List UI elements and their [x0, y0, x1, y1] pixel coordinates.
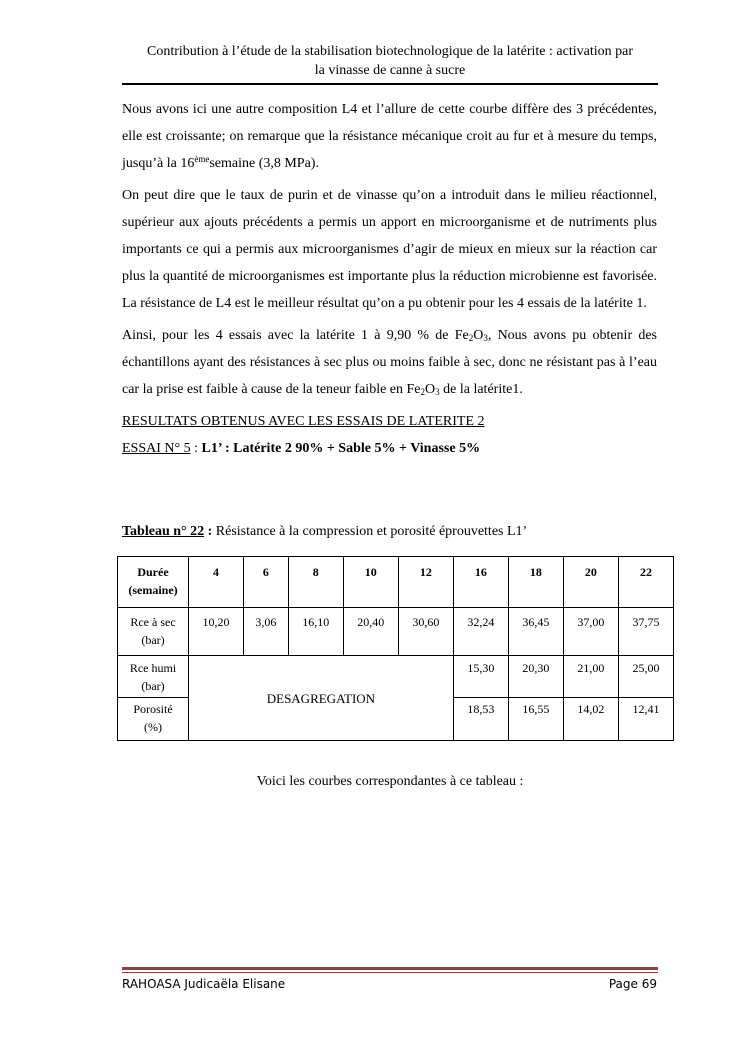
header-line-2: la vinasse de canne à sucre: [314, 63, 466, 78]
paragraph-1: [122, 96, 657, 177]
footer-rule-thin: [122, 972, 658, 973]
footer-author: RAHOASA Judicaëla Elisane: [122, 977, 286, 991]
p3-text-a: Ainsi, pour les 4 essais avec la latérite 1 à 9,90 % de Fe: [122, 328, 469, 343]
table-caption-colon: :: [204, 524, 213, 539]
semaine-label: (semaine): [128, 583, 178, 597]
results-table: [117, 556, 674, 741]
table-row-rce-sec: [118, 608, 674, 656]
table-caption-text: Résistance à la compression et porosité éprouvettes L1’: [212, 524, 528, 539]
body-text: [122, 96, 657, 462]
table-caption-label: Tableau n° 22: [122, 524, 205, 539]
table-header-row: [118, 557, 674, 608]
value-cell: 10,20: [189, 608, 244, 656]
running-header: [122, 42, 658, 80]
week-cell: 22: [618, 557, 673, 608]
week-cell: 8: [288, 557, 343, 608]
desagregation-cell: DESAGREGATION: [189, 656, 454, 741]
curves-intro: Voici les courbes correspondantes à ce tableau :: [256, 774, 524, 789]
p3-sub-1: 2: [468, 333, 474, 343]
header-line-1: Contribution à l’étude de la stabilisation biotechnologique de la latérite : activation par: [147, 44, 633, 59]
section-title: RESULTATS OBTENUS AVEC LES ESSAIS DE LATERITE 2: [122, 414, 485, 429]
value-cell: 32,24: [453, 608, 508, 656]
value-cell: 37,75: [618, 608, 673, 656]
footer-rule-thick: [122, 967, 658, 970]
footer-page-number: Page 69: [608, 977, 657, 991]
rce-sec-label: Rce à sec: [130, 615, 176, 629]
value-cell: 37,00: [563, 608, 618, 656]
essai-title: L1’ : Latérite 2 90% + Sable 5% + Vinasse 5%: [201, 441, 481, 456]
p3-sub-4: 3: [435, 387, 440, 397]
essai-heading: [122, 435, 657, 462]
week-cell: 12: [398, 557, 453, 608]
week-cell: 18: [508, 557, 563, 608]
value-cell: 16,10: [288, 608, 343, 656]
p1-text-a: Nous avons ici une autre composition L4 et l’allure de cette courbe diffère des 3 précédentes, elle est croissante; on remarque que la résistance mécanique croit au fur et à mesure du temps, jusqu’à la 16: [122, 102, 657, 171]
p1-superscript: ème: [194, 154, 210, 164]
week-cell: 6: [244, 557, 289, 608]
week-cell: 10: [343, 557, 398, 608]
table-row-rce-humi: [118, 656, 674, 698]
paragraph-2: On peut dire que le taux de purin et de vinasse qu’on a introduit dans le milieu réactionnel, supérieur aux ajouts précédents a permis un apport en microorganisme et de nutriments plus importants ce qui a permis aux microorganismes d’agir de mieux en mieux sur la réaction car plus la quantité de microorganismes est importante plus la réduction microbienne est favorisée. La résistance de L4 est le meilleur résultat qu’on a pu obtenir pour les 4 essais de la latérite 1.: [122, 188, 657, 311]
value-cell: 3,06: [244, 608, 289, 656]
essai-sep: :: [190, 441, 202, 456]
rce-humi-unit: (bar): [141, 679, 165, 693]
value-cell: 15,30: [453, 656, 508, 698]
week-cell: 4: [189, 557, 244, 608]
essai-label: ESSAI N° 5: [122, 441, 191, 456]
rce-sec-unit: (bar): [141, 633, 165, 647]
value-cell: 16,55: [508, 698, 563, 741]
value-cell: 36,45: [508, 608, 563, 656]
p1-text-b: semaine (3,8 MPa).: [209, 156, 319, 171]
table-caption: [122, 524, 527, 540]
porosite-label: Porosité: [133, 702, 173, 716]
value-cell: 12,41: [618, 698, 673, 741]
value-cell: 21,00: [563, 656, 618, 698]
value-cell: 14,02: [563, 698, 618, 741]
header-cell-duree: [118, 557, 189, 608]
row-label-porosite: [118, 698, 189, 741]
week-cell: 20: [563, 557, 618, 608]
p3-sub-2: 3: [483, 333, 488, 343]
p3-text-c: , Nous avons pu obtenir des échantillons ayant des résistances à sec plus ou moins faible à sec, donc ne résistant pas à l’eau car la prise est faible à cause de la teneur faible en Fe: [122, 328, 657, 397]
row-label-rce-sec: [118, 608, 189, 656]
p3-text-e: de la latérite1.: [439, 382, 523, 397]
rce-humi-label: Rce humi: [129, 661, 177, 675]
value-cell: 20,30: [508, 656, 563, 698]
duree-label: Durée: [137, 565, 169, 579]
p3-sub-3: 2: [420, 387, 426, 397]
p3-text-b: O: [473, 328, 484, 343]
value-cell: 18,53: [453, 698, 508, 741]
paragraph-3: [122, 322, 657, 403]
value-cell: 20,40: [343, 608, 398, 656]
row-label-rce-humi: [118, 656, 189, 698]
value-cell: 30,60: [398, 608, 453, 656]
header-rule: [122, 83, 658, 85]
p3-text-d: O: [425, 382, 436, 397]
week-cell: 16: [453, 557, 508, 608]
porosite-unit: (%): [144, 720, 162, 734]
value-cell: 25,00: [618, 656, 673, 698]
